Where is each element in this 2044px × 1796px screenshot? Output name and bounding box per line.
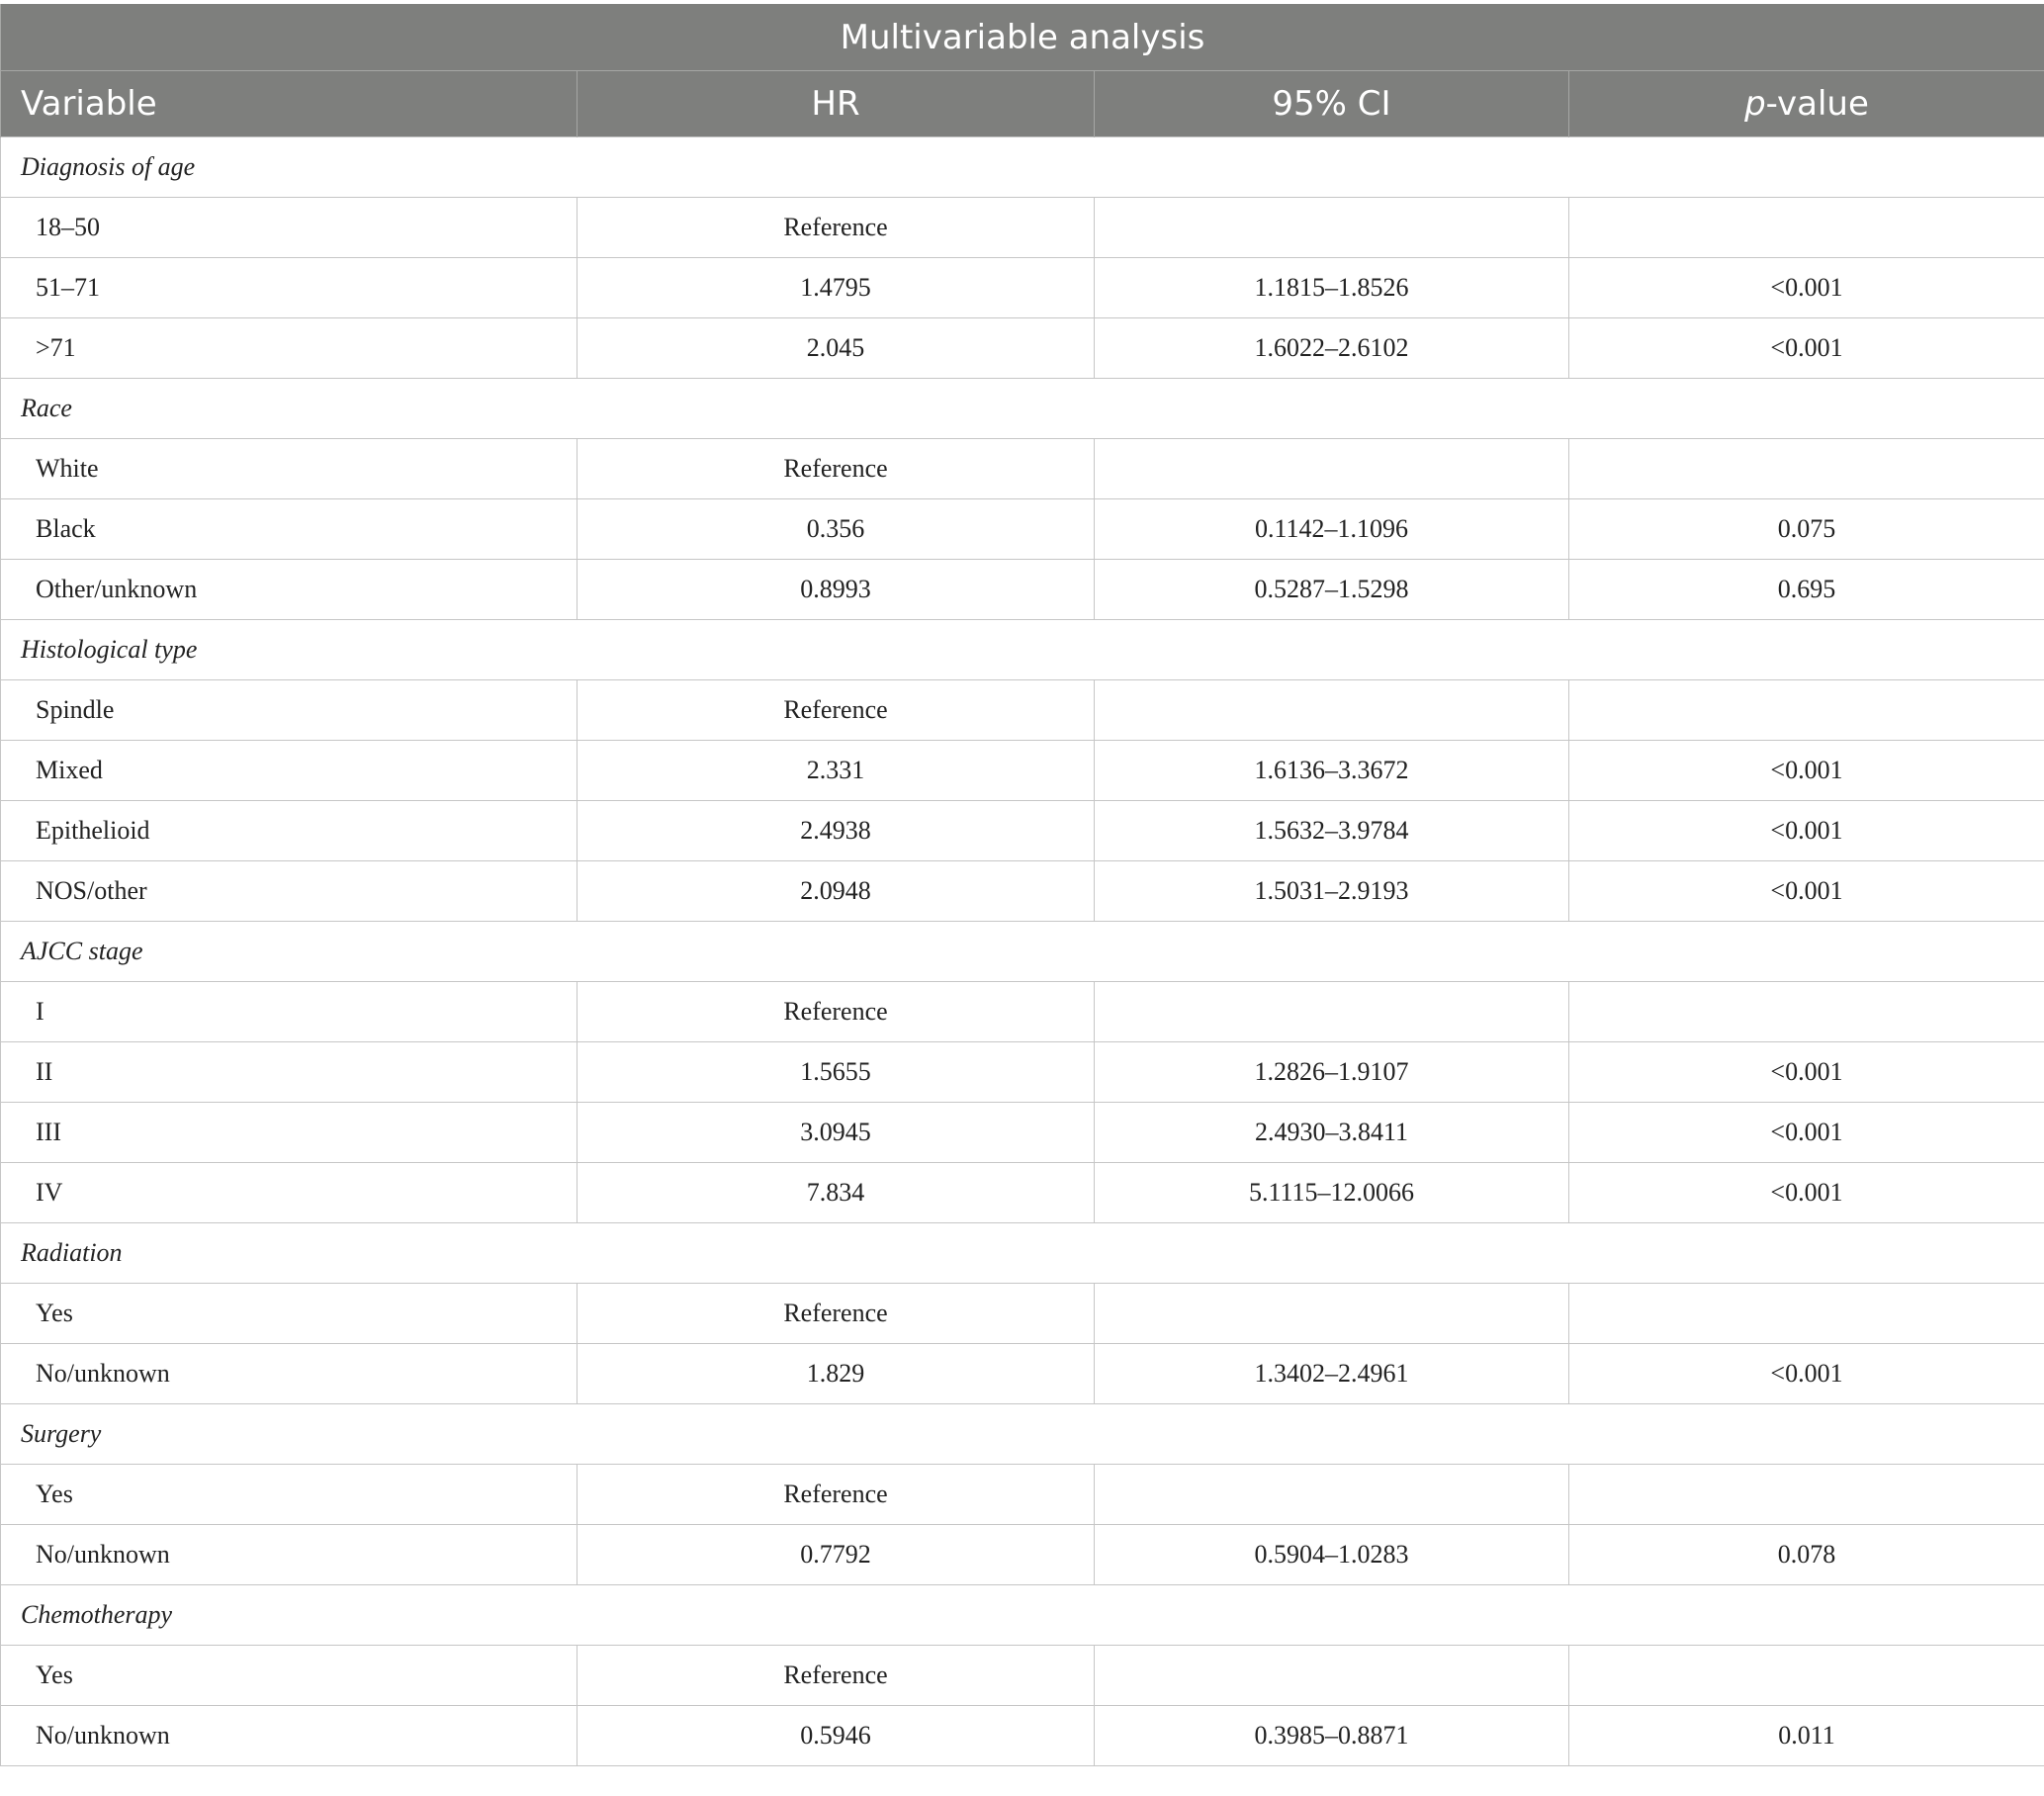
ci-cell (1095, 982, 1569, 1042)
variable-cell: I (1, 982, 578, 1042)
p-value-cell (1569, 198, 2044, 258)
hr-cell: 1.829 (578, 1344, 1095, 1404)
column-header-row (1, 71, 2044, 137)
hr-cell: Reference (578, 198, 1095, 258)
column-header-variable: Variable (1, 71, 578, 137)
multivariable-table-container (0, 4, 2044, 1766)
table-title: Multivariable analysis (1, 4, 2044, 71)
hr-cell: 3.0945 (578, 1103, 1095, 1163)
ci-cell: 1.6136–3.3672 (1095, 741, 1569, 801)
p-value-cell (1569, 680, 2044, 741)
ci-cell: 0.5287–1.5298 (1095, 560, 1569, 620)
table-row (1, 258, 2044, 318)
ci-cell: 2.4930–3.8411 (1095, 1103, 1569, 1163)
table-row (1, 439, 2044, 499)
p-value-cell: 0.078 (1569, 1525, 2044, 1585)
table-row (1, 1525, 2044, 1585)
table-body (1, 137, 2044, 1766)
group-label: Diagnosis of age (1, 137, 2044, 198)
p-value-italic-p: p (1744, 84, 1766, 124)
p-value-cell: <0.001 (1569, 1344, 2044, 1404)
variable-cell: No/unknown (1, 1525, 578, 1585)
hr-cell: 7.834 (578, 1163, 1095, 1223)
group-label: Histological type (1, 620, 2044, 680)
ci-cell (1095, 1646, 1569, 1706)
ci-cell: 5.1115–12.0066 (1095, 1163, 1569, 1223)
variable-cell: Yes (1, 1646, 578, 1706)
p-value-cell: <0.001 (1569, 1042, 2044, 1103)
table-row (1, 1042, 2044, 1103)
ci-cell (1095, 1284, 1569, 1344)
table-row (1, 680, 2044, 741)
variable-cell: Mixed (1, 741, 578, 801)
hr-cell: 2.0948 (578, 861, 1095, 922)
variable-cell: No/unknown (1, 1706, 578, 1766)
group-label: Chemotherapy (1, 1585, 2044, 1646)
ci-cell (1095, 198, 1569, 258)
column-header-ci: 95% CI (1095, 71, 1569, 137)
table-row (1, 1465, 2044, 1525)
p-value-cell (1569, 439, 2044, 499)
table-header (1, 4, 2044, 137)
ci-cell (1095, 439, 1569, 499)
table-row (1, 801, 2044, 861)
ci-cell: 1.5632–3.9784 (1095, 801, 1569, 861)
p-value-cell (1569, 1465, 2044, 1525)
hr-cell: Reference (578, 1646, 1095, 1706)
multivariable-table (0, 4, 2044, 1766)
ci-cell: 0.5904–1.0283 (1095, 1525, 1569, 1585)
group-header-row (1, 1404, 2044, 1465)
variable-cell: NOS/other (1, 861, 578, 922)
table-row (1, 982, 2044, 1042)
p-value-cell: <0.001 (1569, 801, 2044, 861)
hr-cell: 2.4938 (578, 801, 1095, 861)
variable-cell: II (1, 1042, 578, 1103)
group-header-row (1, 922, 2044, 982)
ci-cell: 1.3402–2.4961 (1095, 1344, 1569, 1404)
table-title-row (1, 4, 2044, 71)
group-header-row (1, 1585, 2044, 1646)
hr-cell: Reference (578, 982, 1095, 1042)
group-header-row (1, 1223, 2044, 1284)
hr-cell: Reference (578, 1284, 1095, 1344)
table-row (1, 1103, 2044, 1163)
table-row (1, 1646, 2044, 1706)
p-value-cell (1569, 1284, 2044, 1344)
ci-cell: 0.3985–0.8871 (1095, 1706, 1569, 1766)
hr-cell: 2.045 (578, 318, 1095, 379)
table-row (1, 861, 2044, 922)
ci-cell (1095, 1465, 1569, 1525)
hr-cell: 0.7792 (578, 1525, 1095, 1585)
variable-cell: Black (1, 499, 578, 560)
group-label: Radiation (1, 1223, 2044, 1284)
table-row (1, 318, 2044, 379)
table-row (1, 1344, 2044, 1404)
group-label: Surgery (1, 1404, 2044, 1465)
p-value-cell: 0.075 (1569, 499, 2044, 560)
hr-cell: Reference (578, 1465, 1095, 1525)
group-header-row (1, 137, 2044, 198)
variable-cell: Epithelioid (1, 801, 578, 861)
table-row (1, 1163, 2044, 1223)
p-value-cell (1569, 1646, 2044, 1706)
variable-cell: Spindle (1, 680, 578, 741)
table-row (1, 198, 2044, 258)
variable-cell: 18–50 (1, 198, 578, 258)
hr-cell: 1.4795 (578, 258, 1095, 318)
hr-cell: 0.5946 (578, 1706, 1095, 1766)
p-value-suffix: -value (1765, 84, 1869, 124)
hr-cell: 0.8993 (578, 560, 1095, 620)
table-row (1, 741, 2044, 801)
ci-cell: 1.6022–2.6102 (1095, 318, 1569, 379)
variable-cell: III (1, 1103, 578, 1163)
variable-cell: Yes (1, 1465, 578, 1525)
variable-cell: White (1, 439, 578, 499)
p-value-cell (1569, 982, 2044, 1042)
hr-cell: Reference (578, 439, 1095, 499)
variable-cell: No/unknown (1, 1344, 578, 1404)
p-value-cell: <0.001 (1569, 1163, 2044, 1223)
p-value-cell: <0.001 (1569, 318, 2044, 379)
variable-cell: 51–71 (1, 258, 578, 318)
group-header-row (1, 620, 2044, 680)
ci-cell: 0.1142–1.1096 (1095, 499, 1569, 560)
ci-cell: 1.1815–1.8526 (1095, 258, 1569, 318)
p-value-cell: <0.001 (1569, 741, 2044, 801)
variable-cell: Other/unknown (1, 560, 578, 620)
table-row (1, 560, 2044, 620)
group-label: Race (1, 379, 2044, 439)
column-header-p-value (1569, 71, 2044, 137)
p-value-cell: <0.001 (1569, 861, 2044, 922)
p-value-cell: 0.695 (1569, 560, 2044, 620)
variable-cell: >71 (1, 318, 578, 379)
hr-cell: 0.356 (578, 499, 1095, 560)
group-label: AJCC stage (1, 922, 2044, 982)
ci-cell: 1.5031–2.9193 (1095, 861, 1569, 922)
hr-cell: 1.5655 (578, 1042, 1095, 1103)
p-value-cell: <0.001 (1569, 258, 2044, 318)
variable-cell: IV (1, 1163, 578, 1223)
table-row (1, 499, 2044, 560)
variable-cell: Yes (1, 1284, 578, 1344)
table-row (1, 1284, 2044, 1344)
table-row (1, 1706, 2044, 1766)
group-header-row (1, 379, 2044, 439)
hr-cell: 2.331 (578, 741, 1095, 801)
p-value-cell: <0.001 (1569, 1103, 2044, 1163)
column-header-hr: HR (578, 71, 1095, 137)
p-value-cell: 0.011 (1569, 1706, 2044, 1766)
ci-cell: 1.2826–1.9107 (1095, 1042, 1569, 1103)
ci-cell (1095, 680, 1569, 741)
hr-cell: Reference (578, 680, 1095, 741)
